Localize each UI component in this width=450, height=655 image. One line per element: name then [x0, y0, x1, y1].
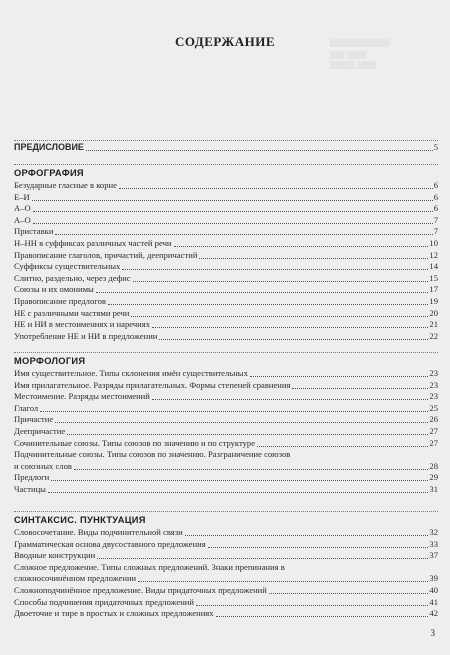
dot-leader	[55, 422, 428, 423]
page-ref: 7	[433, 226, 438, 237]
toc-entry[interactable]	[14, 608, 438, 619]
dot-leader	[292, 388, 428, 389]
page-ref: 23	[429, 391, 438, 402]
divider	[14, 352, 438, 353]
toc-entry-label: Предлоги	[14, 472, 50, 483]
toc-entry[interactable]	[14, 192, 438, 203]
page-title: СОДЕРЖАНИЕ	[174, 34, 276, 49]
page-ref: 29	[429, 472, 438, 483]
page-ref: 5	[433, 142, 438, 152]
toc-entry-label: Вводные конструкции	[14, 550, 96, 561]
toc-entry-label: Местоимение. Разряды местоимений	[14, 391, 150, 402]
toc-entry[interactable]	[14, 573, 438, 584]
page-ref: 27	[429, 426, 438, 436]
toc-entry[interactable]	[14, 203, 438, 214]
toc-entry[interactable]	[14, 438, 438, 449]
dot-leader	[96, 292, 429, 293]
page-ref: 41	[429, 596, 438, 607]
toc-entry-label: Глагол	[14, 402, 39, 413]
toc-entry[interactable]	[14, 284, 438, 295]
dot-leader	[138, 581, 428, 582]
page-ref: 26	[429, 414, 438, 425]
toc-entry-label: Подчинительные союзы. Типы союзов по значению. Разграничение союзов	[14, 449, 291, 460]
dot-leader	[269, 593, 429, 594]
dot-leader	[185, 535, 429, 536]
dot-leader	[51, 480, 428, 481]
toc-entry-label: Употребление НЕ и НИ в предложении	[14, 330, 158, 341]
toc-entry[interactable]	[14, 368, 438, 379]
dot-leader	[33, 223, 433, 224]
toc-entry-label: Частицы	[14, 484, 46, 494]
page-ref: 39	[429, 573, 438, 584]
toc-entry-label: Словосочетание. Виды подчинительной связи	[14, 527, 183, 537]
toc-entry[interactable]	[14, 331, 438, 342]
dot-leader	[199, 258, 428, 259]
section-heading: МОРФОЛОГИЯ	[14, 356, 86, 366]
toc-entry-label: сложносочинённом предложении	[14, 573, 137, 584]
divider	[14, 164, 438, 165]
toc-entry-label: Двоеточие и тире в простых и сложных предложениях	[14, 608, 214, 619]
toc-entry-label: Имя существительное. Типы склонения имён существительных	[14, 368, 248, 378]
dot-leader	[257, 446, 428, 447]
toc-preface[interactable]	[14, 142, 438, 153]
page-ref: 6	[433, 191, 438, 202]
dot-leader	[174, 246, 429, 247]
page-ref: 23	[429, 379, 438, 390]
toc-entry[interactable]	[14, 296, 438, 307]
page-ref: 37	[429, 550, 438, 561]
dot-leader	[55, 234, 432, 235]
toc-entry-label: Н–НН в суффиксах различных частей речи	[14, 238, 172, 248]
section-heading: ОРФОГРАФИЯ	[14, 168, 84, 178]
page-ref: 12	[429, 249, 438, 260]
toc-entry[interactable]	[14, 273, 438, 284]
dot-leader	[250, 376, 429, 377]
toc-entry-label: Безударные гласные в корне	[14, 180, 117, 190]
toc-entry-label: Е–И	[14, 191, 30, 202]
toc-entry[interactable]	[14, 180, 438, 191]
dot-leader	[208, 547, 429, 548]
dot-leader	[108, 304, 428, 305]
divider	[14, 140, 438, 141]
page-ref: 14	[429, 261, 438, 272]
toc-entry[interactable]	[14, 391, 438, 402]
dot-leader	[48, 492, 428, 493]
page-ref: 32	[429, 527, 438, 537]
toc-entry[interactable]	[14, 585, 438, 596]
dot-leader	[152, 399, 429, 400]
toc-entry-label: Правописание глаголов, причастий, деепричастий	[14, 249, 198, 260]
dot-leader	[119, 188, 433, 189]
dot-leader	[74, 469, 428, 470]
page-ref: 20	[429, 307, 438, 318]
page-ref: 21	[429, 319, 438, 330]
page-ref: 10	[429, 238, 438, 248]
page-ref: 17	[429, 284, 438, 295]
page-ref: 23	[429, 368, 438, 378]
toc-entry[interactable]	[14, 461, 438, 472]
dot-leader	[32, 200, 433, 201]
toc-entry[interactable]	[14, 550, 438, 561]
toc-entry-label: А–О	[14, 203, 31, 214]
page-ref: 42	[429, 608, 438, 619]
toc-entry-label: Имя прилагательное. Разряды прилагательных. Формы степеней сравнения	[14, 379, 291, 390]
divider	[14, 511, 438, 512]
dot-leader	[131, 316, 428, 317]
toc-entry-label: НЕ с различными частями речи	[14, 307, 130, 318]
page-ref: 6	[433, 203, 438, 214]
toc-entry-label: Причастие	[14, 414, 54, 425]
page-ref: 33	[429, 538, 438, 549]
dot-leader	[97, 558, 428, 559]
page-ref: 7	[433, 214, 438, 225]
toc-entry-label: Способы подчинения придаточных предложений	[14, 596, 194, 607]
page-ref: 15	[429, 272, 438, 283]
toc-entry-label: НЕ и НИ в местоимениях и наречиях	[14, 319, 151, 330]
toc-entry-label: Правописание предлогов	[14, 296, 106, 306]
dot-leader	[133, 281, 429, 282]
section-heading: СИНТАКСИС. ПУНКТУАЦИЯ	[14, 515, 146, 525]
toc-entry-label: Сложноподчинённое предложение. Виды придаточных предложений	[14, 585, 267, 595]
page-ref: 40	[429, 585, 438, 595]
toc-entry-label: Сочинительные союзы. Типы союзов по значению и по структуре	[14, 437, 256, 448]
toc-entry-label: Суффиксы существительных	[14, 261, 121, 272]
bleed-through-text: ▒▒▒ ▒▒▒▒	[330, 52, 367, 59]
dot-leader	[33, 211, 433, 212]
bleed-through-text: ▒▒▒▒▒▒▒▒▒▒▒▒	[330, 40, 390, 47]
toc-entry[interactable]	[14, 472, 438, 483]
page-number: 3	[430, 628, 435, 638]
toc-entry[interactable]	[14, 484, 438, 495]
dot-leader	[40, 411, 428, 412]
toc-entry-label: Сложное предложение. Типы сложных предложений. Знаки препинания в	[14, 561, 285, 572]
dot-leader	[159, 339, 428, 340]
page-ref: 31	[429, 484, 438, 494]
page-ref: 6	[433, 180, 438, 190]
toc-entry-label: Приставки	[14, 226, 54, 237]
toc-entry[interactable]	[14, 250, 438, 261]
toc-entry[interactable]	[14, 414, 438, 425]
page-ref: 25	[429, 402, 438, 413]
page-ref: 19	[429, 296, 438, 306]
toc-entry[interactable]	[14, 527, 438, 538]
toc-entry[interactable]	[14, 261, 438, 272]
toc-entry[interactable]	[14, 215, 438, 226]
toc-entry[interactable]	[14, 403, 438, 414]
dot-leader	[216, 616, 429, 617]
toc-entry-label: А–О	[14, 214, 31, 225]
dot-leader	[86, 150, 433, 151]
toc-entry[interactable]	[14, 226, 438, 237]
toc-entry-label: и союзных слов	[14, 460, 72, 471]
toc-entry[interactable]	[14, 539, 438, 550]
page-ref: 27	[429, 437, 438, 448]
page-ref: 28	[429, 460, 438, 471]
section-heading: ПРЕДИСЛОВИЕ	[14, 142, 84, 152]
dot-leader	[196, 605, 428, 606]
toc-entry-label: Союзы и их омонимы	[14, 284, 94, 295]
dot-leader	[122, 269, 428, 270]
bleed-through-text: ▒▒▒▒▒ ▒▒▒▒	[330, 62, 377, 69]
page-ref: 22	[429, 330, 438, 341]
toc-entry-label: Деепричастие	[14, 426, 66, 436]
toc-entry[interactable]	[14, 597, 438, 608]
toc-entry[interactable]	[14, 308, 438, 319]
toc-entry[interactable]	[14, 238, 438, 249]
toc-entry[interactable]	[14, 380, 438, 391]
toc-entry[interactable]	[14, 319, 438, 330]
dot-leader	[67, 434, 428, 435]
toc-entry-label: Грамматическая основа двусоставного предложения	[14, 538, 206, 549]
toc-entry-label: Слитно, раздельно, через дефис	[14, 272, 131, 283]
dot-leader	[152, 327, 428, 328]
toc-entry[interactable]	[14, 426, 438, 437]
